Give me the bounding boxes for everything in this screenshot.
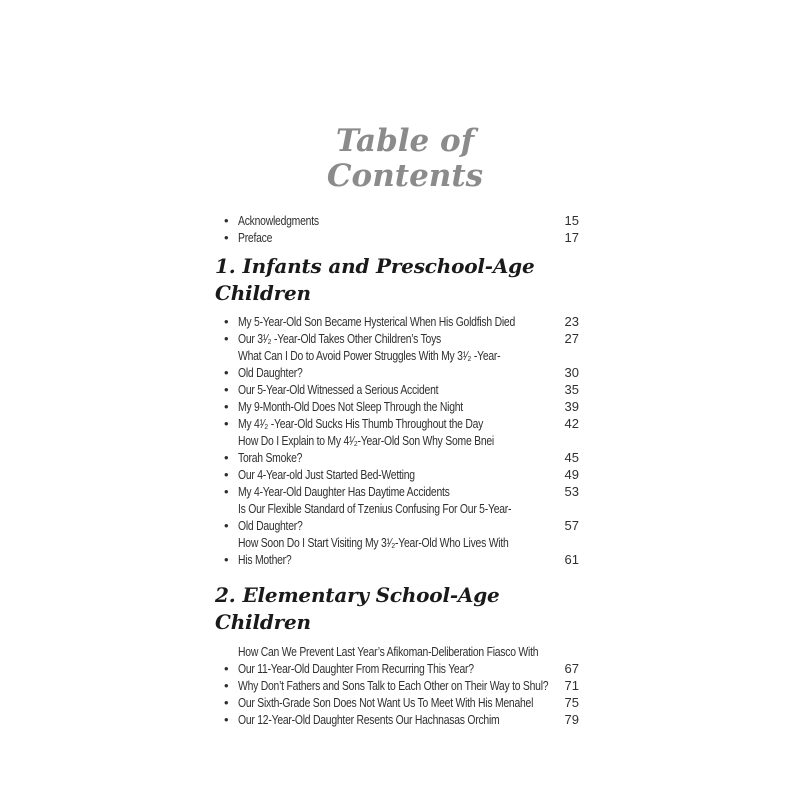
toc-entry-line: Our Sixth-Grade Son Does Not Want Us To Meet With His Menahel bbox=[238, 695, 534, 710]
bullet-icon: • bbox=[224, 213, 229, 228]
toc-entry-text bbox=[238, 415, 488, 432]
toc-entry bbox=[215, 415, 579, 432]
toc-entry-line: Old Daughter? bbox=[238, 518, 303, 533]
section-heading bbox=[215, 582, 579, 636]
page-number: 17 bbox=[564, 230, 579, 245]
page-number: 49 bbox=[564, 467, 579, 482]
section-number: 1. bbox=[215, 254, 236, 278]
toc-entry-line: How Do I Explain to My 4¹⁄₂-Year-Old Son Why Some Bnei bbox=[238, 433, 495, 448]
toc-entry bbox=[215, 483, 579, 500]
toc-entry-line: Preface bbox=[238, 230, 273, 245]
page-number: 39 bbox=[564, 399, 579, 414]
section-items bbox=[215, 643, 579, 728]
bullet-icon: • bbox=[224, 661, 229, 676]
page-number: 75 bbox=[564, 695, 579, 710]
page-number: 57 bbox=[564, 518, 579, 533]
toc-entry bbox=[215, 534, 579, 568]
toc-entry-text bbox=[238, 432, 495, 466]
bullet-icon: • bbox=[224, 230, 229, 245]
page-title-line: Table of bbox=[335, 123, 475, 159]
toc-entry-text bbox=[238, 347, 501, 381]
table-of-contents bbox=[215, 212, 579, 728]
toc-section bbox=[215, 253, 579, 568]
toc-entry bbox=[215, 694, 579, 711]
toc-entry bbox=[215, 330, 579, 347]
section-title: Elementary School-Age Children bbox=[215, 583, 500, 634]
toc-entry-text bbox=[238, 711, 500, 728]
toc-entry-text bbox=[238, 212, 488, 229]
page-number: 67 bbox=[564, 661, 579, 676]
toc-entry-line: Our 5-Year-Old Witnessed a Serious Accident bbox=[238, 382, 439, 397]
bullet-icon: • bbox=[224, 712, 229, 727]
bullet-icon: • bbox=[224, 678, 229, 693]
toc-entry bbox=[215, 313, 579, 330]
section-items bbox=[215, 313, 579, 568]
bullet-icon: • bbox=[224, 552, 229, 567]
toc-entry-text bbox=[238, 694, 534, 711]
toc-entry-text bbox=[238, 229, 488, 246]
toc-entry-line: How Can We Prevent Last Year’s Afikoman-Deliberation Fiasco With bbox=[238, 644, 539, 659]
toc-entry-text bbox=[238, 534, 509, 568]
toc-entry bbox=[215, 677, 579, 694]
page-title bbox=[5, 124, 800, 194]
bullet-icon: • bbox=[224, 467, 229, 482]
section-heading bbox=[215, 253, 579, 307]
toc-entry-line: Our 4-Year-old Just Started Bed-Wetting bbox=[238, 467, 415, 482]
bullet-icon: • bbox=[224, 484, 229, 499]
toc-entry-line: Torah Smoke? bbox=[238, 450, 303, 465]
toc-entry bbox=[215, 398, 579, 415]
toc-entry-line: My 4¹⁄₂ -Year-Old Sucks His Thumb Throughout the Day bbox=[238, 416, 484, 431]
toc-entry-line: My 5-Year-Old Son Became Hysterical When His Goldfish Died bbox=[238, 314, 516, 329]
bullet-icon: • bbox=[224, 416, 229, 431]
page-number: 79 bbox=[564, 712, 579, 727]
sections-container bbox=[215, 253, 579, 728]
toc-entry bbox=[215, 500, 579, 534]
bullet-icon: • bbox=[224, 382, 229, 397]
toc-entry bbox=[215, 381, 579, 398]
toc-entry bbox=[215, 432, 579, 466]
page-number: 42 bbox=[564, 416, 579, 431]
toc-entry-text bbox=[238, 381, 488, 398]
toc-section bbox=[215, 582, 579, 728]
page-number: 53 bbox=[564, 484, 579, 499]
toc-entry bbox=[215, 711, 579, 728]
toc-entry bbox=[215, 229, 579, 246]
toc-entry-line: Old Daughter? bbox=[238, 365, 303, 380]
toc-entry-line: How Soon Do I Start Visiting My 3¹⁄₂-Year-Old Who Lives With bbox=[238, 535, 509, 550]
bullet-icon: • bbox=[224, 365, 229, 380]
toc-entry-text bbox=[238, 466, 488, 483]
toc-entry-line: Is Our Flexible Standard of Tzenius Confusing For Our 5-Year- bbox=[238, 501, 512, 516]
toc-entry-line: Acknowledgments bbox=[238, 213, 319, 228]
bullet-icon: • bbox=[224, 518, 229, 533]
toc-entry-text bbox=[238, 313, 516, 330]
toc-entry-line: What Can I Do to Avoid Power Struggles With My 3¹⁄₂ -Year- bbox=[238, 348, 501, 363]
bullet-icon: • bbox=[224, 399, 229, 414]
toc-entry-line: Our 12-Year-Old Daughter Resents Our Hachnasas Orchim bbox=[238, 712, 500, 727]
section-number: 2. bbox=[215, 583, 236, 607]
page-number: 35 bbox=[564, 382, 579, 397]
page-number: 27 bbox=[564, 331, 579, 346]
section-title: Infants and Preschool-Age Children bbox=[215, 254, 535, 305]
front-matter-list bbox=[215, 212, 579, 246]
toc-entry-line: My 9-Month-Old Does Not Sleep Through the Night bbox=[238, 399, 463, 414]
page-number: 30 bbox=[564, 365, 579, 380]
page-number: 15 bbox=[564, 213, 579, 228]
page-number: 71 bbox=[564, 678, 579, 693]
page-number: 45 bbox=[564, 450, 579, 465]
page-number: 23 bbox=[564, 314, 579, 329]
toc-entry-text bbox=[238, 643, 539, 677]
bullet-icon: • bbox=[224, 331, 229, 346]
toc-entry-text bbox=[238, 483, 488, 500]
toc-entry-line: Why Don’t Fathers and Sons Talk to Each Other on Their Way to Shul? bbox=[238, 678, 549, 693]
toc-entry-line: Our 3¹⁄₂ -Year-Old Takes Other Children’s Toys bbox=[238, 331, 442, 346]
toc-entry bbox=[215, 212, 579, 229]
toc-entry-text bbox=[238, 330, 488, 347]
toc-entry-line: Our 11-Year-Old Daughter From Recurring This Year? bbox=[238, 661, 474, 676]
bullet-icon: • bbox=[224, 695, 229, 710]
toc-entry-text bbox=[238, 677, 549, 694]
toc-entry-text bbox=[238, 500, 512, 534]
toc-entry bbox=[215, 466, 579, 483]
toc-entry-line: My 4-Year-Old Daughter Has Daytime Accidents bbox=[238, 484, 450, 499]
toc-entry bbox=[215, 347, 579, 381]
page-number: 61 bbox=[564, 552, 579, 567]
toc-entry-line: His Mother? bbox=[238, 552, 292, 567]
toc-entry-text bbox=[238, 398, 488, 415]
toc-entry bbox=[215, 643, 579, 677]
bullet-icon: • bbox=[224, 450, 229, 465]
page-title-line: Contents bbox=[326, 158, 484, 194]
bullet-icon: • bbox=[224, 314, 229, 329]
